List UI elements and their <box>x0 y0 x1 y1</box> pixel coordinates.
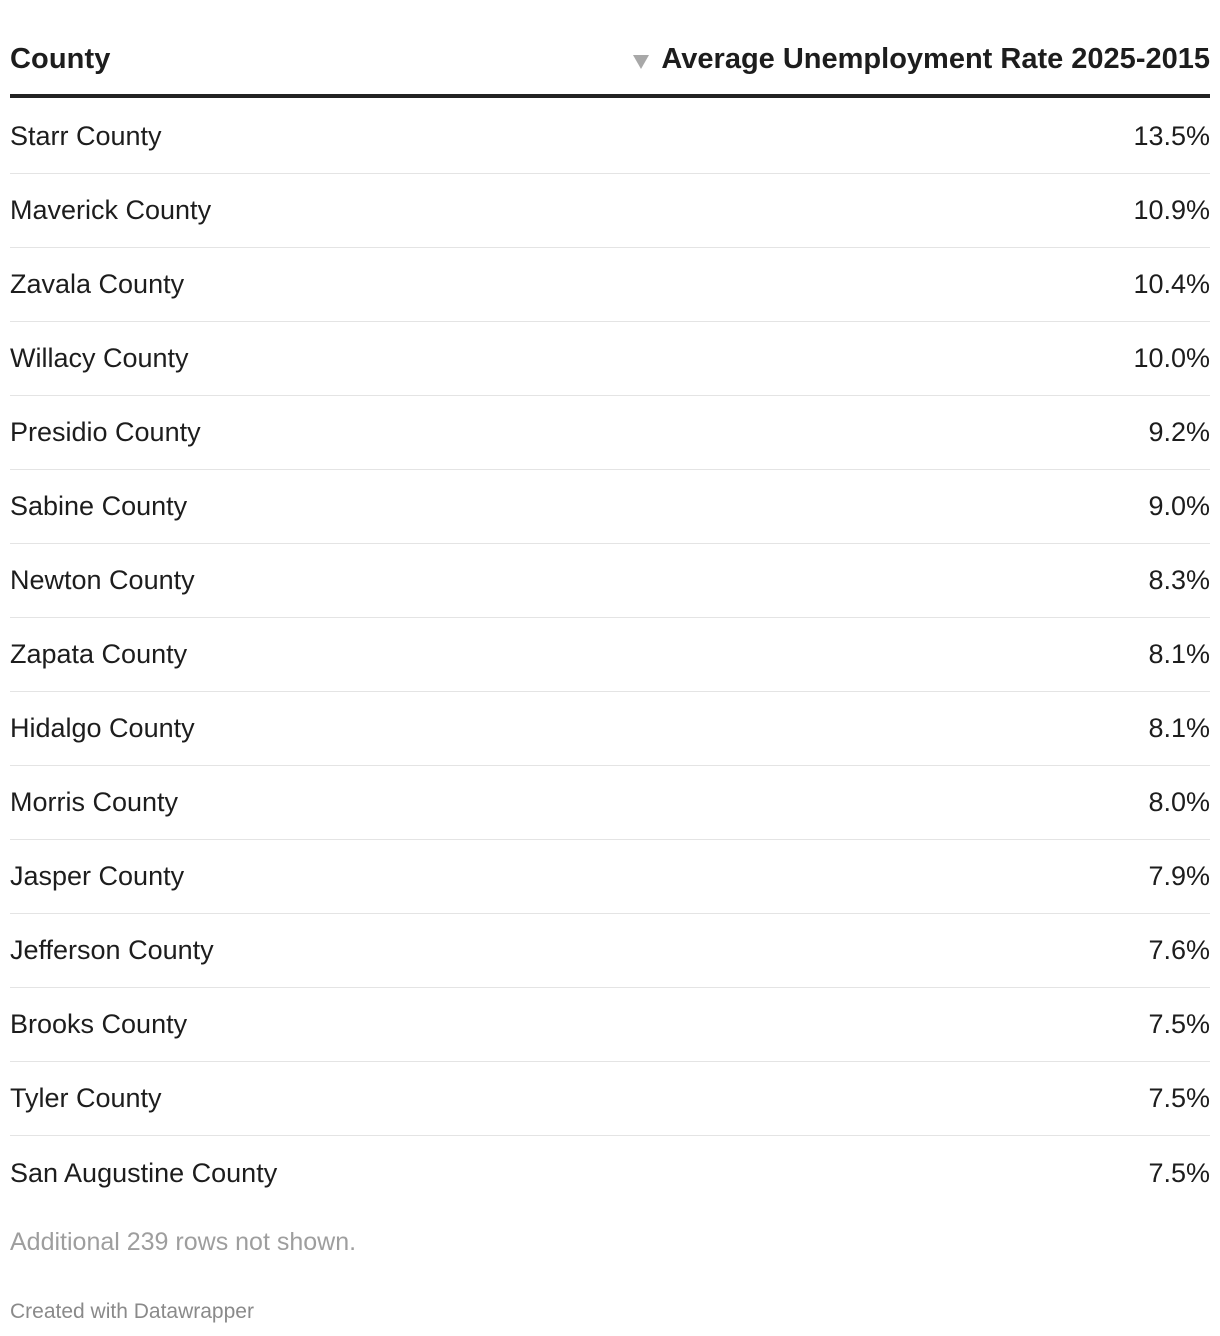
table-row <box>10 840 1210 914</box>
cell-county: Presidio County <box>10 417 201 447</box>
cell-rate: 7.6% <box>1148 935 1210 965</box>
table-row <box>10 100 1210 174</box>
cell-rate: 7.5% <box>1148 1157 1210 1188</box>
table-row <box>10 248 1210 322</box>
cell-county: Jefferson County <box>10 935 214 965</box>
cell-county: Jasper County <box>10 861 185 891</box>
cell-rate: 10.0% <box>1133 343 1210 373</box>
sort-descending-icon[interactable] <box>633 55 649 69</box>
cell-county: San Augustine County <box>10 1157 278 1188</box>
column-header-county[interactable]: County <box>10 43 111 75</box>
cell-rate: 8.1% <box>1148 639 1210 669</box>
cell-county: Hidalgo County <box>10 713 195 743</box>
cell-county: Brooks County <box>10 1009 188 1039</box>
cell-rate: 7.5% <box>1148 1083 1210 1113</box>
table-row <box>10 1062 1210 1136</box>
cell-rate: 8.3% <box>1148 565 1210 595</box>
table-footnote: Additional 239 rows not shown. <box>10 1228 357 1256</box>
table-row <box>10 174 1210 248</box>
column-header-rate[interactable] <box>633 43 1210 76</box>
cell-county: Maverick County <box>10 195 212 225</box>
table-row <box>10 618 1210 692</box>
cell-rate: 13.5% <box>1133 121 1210 151</box>
cell-rate: 7.5% <box>1148 1009 1210 1039</box>
table-row <box>10 1136 1210 1210</box>
table-row <box>10 322 1210 396</box>
table-row <box>10 988 1210 1062</box>
cell-rate: 10.4% <box>1133 269 1210 299</box>
cell-county: Newton County <box>10 565 195 595</box>
table-body <box>10 100 1210 1210</box>
cell-county: Zapata County <box>10 639 188 669</box>
cell-rate: 10.9% <box>1133 195 1210 225</box>
cell-county: Zavala County <box>10 269 185 299</box>
cell-rate: 9.0% <box>1148 491 1210 521</box>
cell-county: Morris County <box>10 787 179 817</box>
cell-rate: 8.0% <box>1148 787 1210 817</box>
table-row <box>10 544 1210 618</box>
cell-rate: 9.2% <box>1148 417 1210 447</box>
table-row <box>10 766 1210 840</box>
datawrapper-credit: Created with Datawrapper <box>10 1300 254 1323</box>
cell-rate: 7.9% <box>1148 861 1210 891</box>
table-header <box>10 0 1210 98</box>
cell-county: Sabine County <box>10 491 188 521</box>
cell-county: Willacy County <box>10 343 189 373</box>
cell-county: Tyler County <box>10 1083 162 1113</box>
table-row <box>10 914 1210 988</box>
data-table <box>10 0 1210 1210</box>
table-row <box>10 470 1210 544</box>
table-row <box>10 396 1210 470</box>
cell-rate: 8.1% <box>1148 713 1210 743</box>
column-header-rate-label: Average Unemployment Rate 2025-2015 <box>661 43 1210 75</box>
cell-county: Starr County <box>10 121 162 151</box>
table-row <box>10 692 1210 766</box>
